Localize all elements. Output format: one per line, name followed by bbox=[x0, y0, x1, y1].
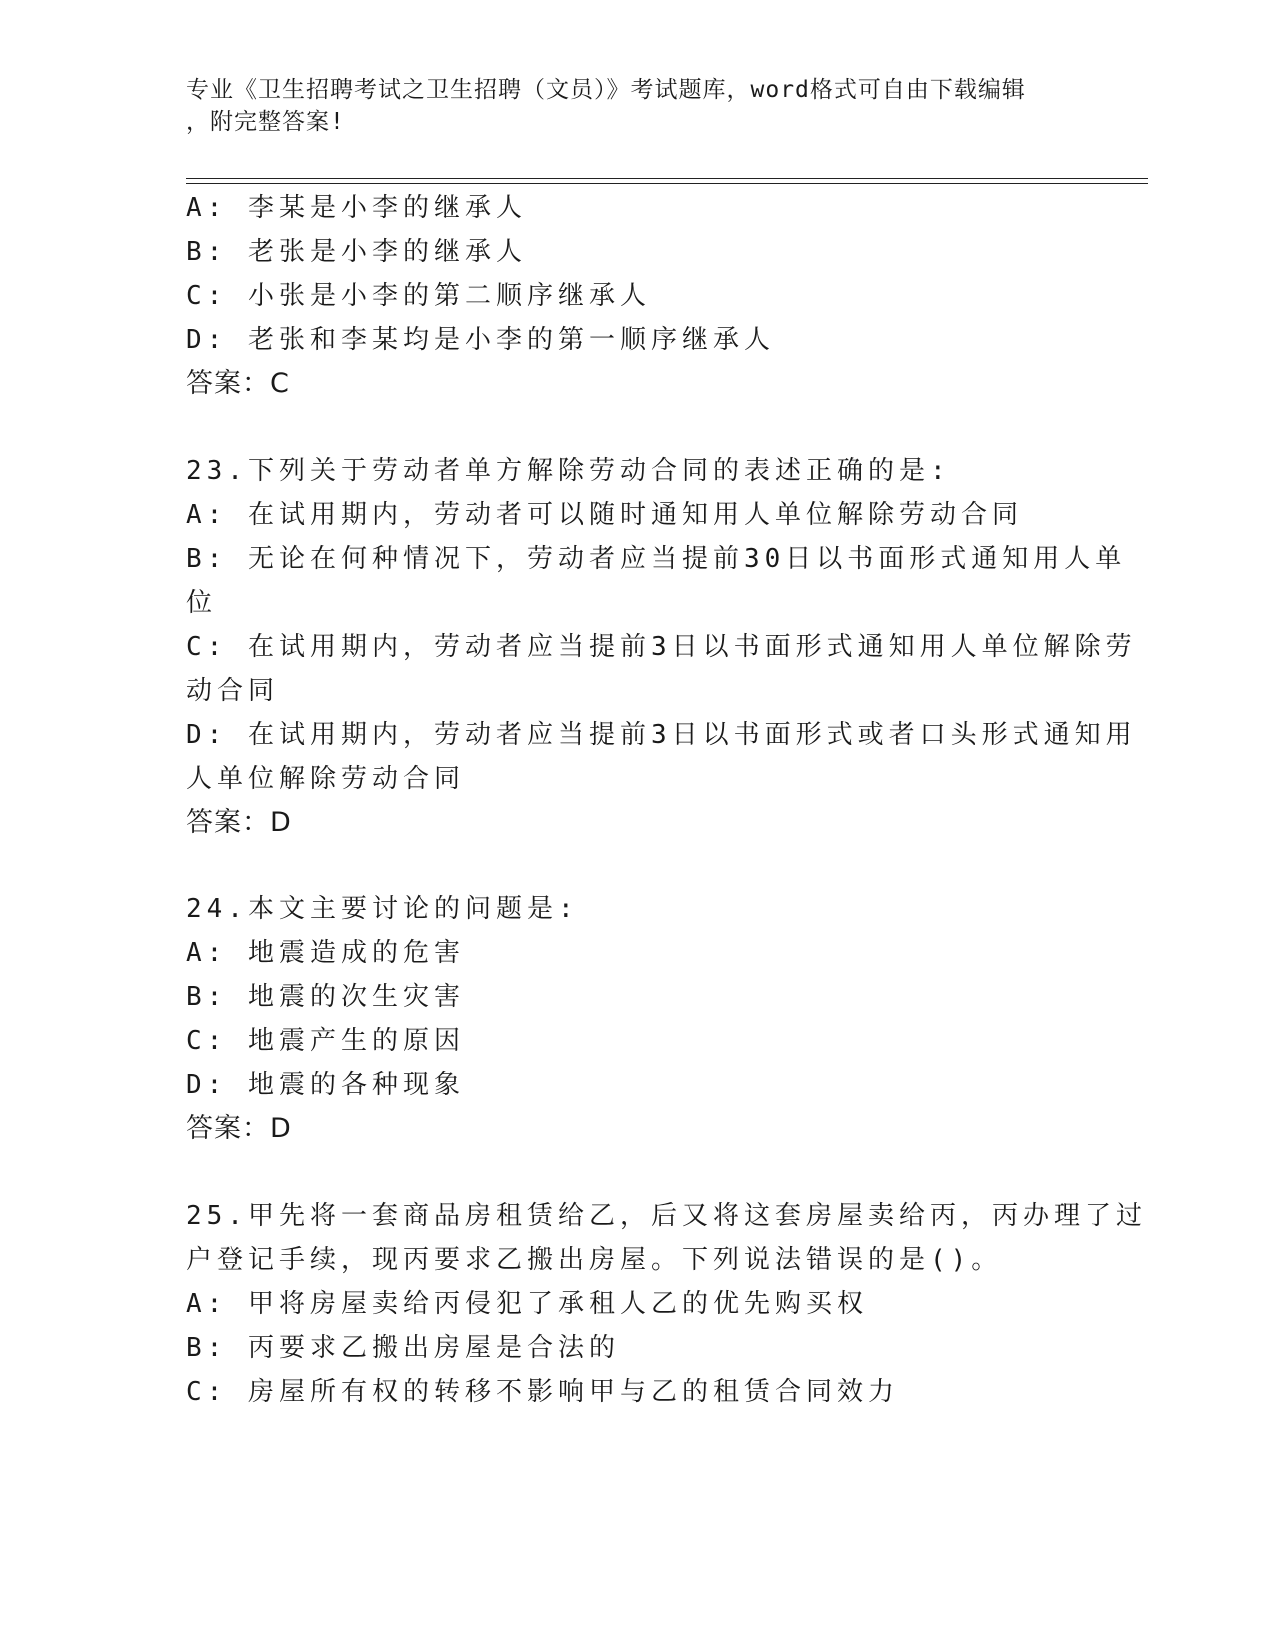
q25-stem-line-1: 25.甲先将一套商品房租赁给乙，后又将这套房屋卖给丙，丙办理了过 bbox=[186, 1201, 1147, 1231]
q23-option-d-line-2: 人单位解除劳动合同 bbox=[186, 764, 466, 794]
q25-option-c: C: 房屋所有权的转移不影响甲与乙的租赁合同效力 bbox=[186, 1377, 899, 1407]
header-divider-top bbox=[186, 178, 1148, 179]
q25-stem-line-2: 户登记手续，现丙要求乙搬出房屋。下列说法错误的是()。 bbox=[186, 1245, 1003, 1275]
q23-option-a: A: 在试用期内，劳动者可以随时通知用人单位解除劳动合同 bbox=[186, 500, 1023, 530]
q22-option-d: D: 老张和李某均是小李的第一顺序继承人 bbox=[186, 325, 775, 355]
q23-answer: 答案：D bbox=[186, 807, 292, 838]
header-divider-bottom bbox=[186, 183, 1148, 184]
q22-option-c: C: 小张是小李的第二顺序继承人 bbox=[186, 281, 651, 311]
q22-answer: 答案：C bbox=[186, 368, 290, 399]
q24-stem: 24.本文主要讨论的问题是: bbox=[186, 894, 579, 924]
header-line-1: 专业《卫生招聘考试之卫生招聘（文员）》考试题库，word格式可自由下载编辑 bbox=[186, 77, 1026, 103]
q23-option-d-line-1: D: 在试用期内，劳动者应当提前3日以书面形式或者口头形式通知用 bbox=[186, 720, 1137, 750]
q23-option-c-line-2: 动合同 bbox=[186, 676, 280, 706]
header-line-2: ，附完整答案! bbox=[186, 109, 345, 135]
q24-option-b: B: 地震的次生灾害 bbox=[186, 982, 465, 1012]
q22-option-b: B: 老张是小李的继承人 bbox=[186, 237, 527, 267]
q23-option-c-line-1: C: 在试用期内，劳动者应当提前3日以书面形式通知用人单位解除劳 bbox=[186, 632, 1137, 662]
q24-option-a: A: 地震造成的危害 bbox=[186, 938, 465, 968]
q23-stem: 23.下列关于劳动者单方解除劳动合同的表述正确的是: bbox=[186, 456, 951, 486]
q25-option-a: A: 甲将房屋卖给丙侵犯了承租人乙的优先购买权 bbox=[186, 1289, 868, 1319]
document-header bbox=[186, 74, 1066, 138]
q23-option-b-line-1: B: 无论在何种情况下，劳动者应当提前30日以书面形式通知用人单 bbox=[186, 544, 1127, 574]
q25-option-b: B: 丙要求乙搬出房屋是合法的 bbox=[186, 1333, 620, 1363]
q22-option-a: A: 李某是小李的继承人 bbox=[186, 193, 527, 223]
q24-option-c: C: 地震产生的原因 bbox=[186, 1026, 465, 1056]
q23-option-b-line-2: 位 bbox=[186, 588, 218, 618]
q24-option-d: D: 地震的各种现象 bbox=[186, 1070, 465, 1100]
q24-answer: 答案：D bbox=[186, 1113, 292, 1144]
